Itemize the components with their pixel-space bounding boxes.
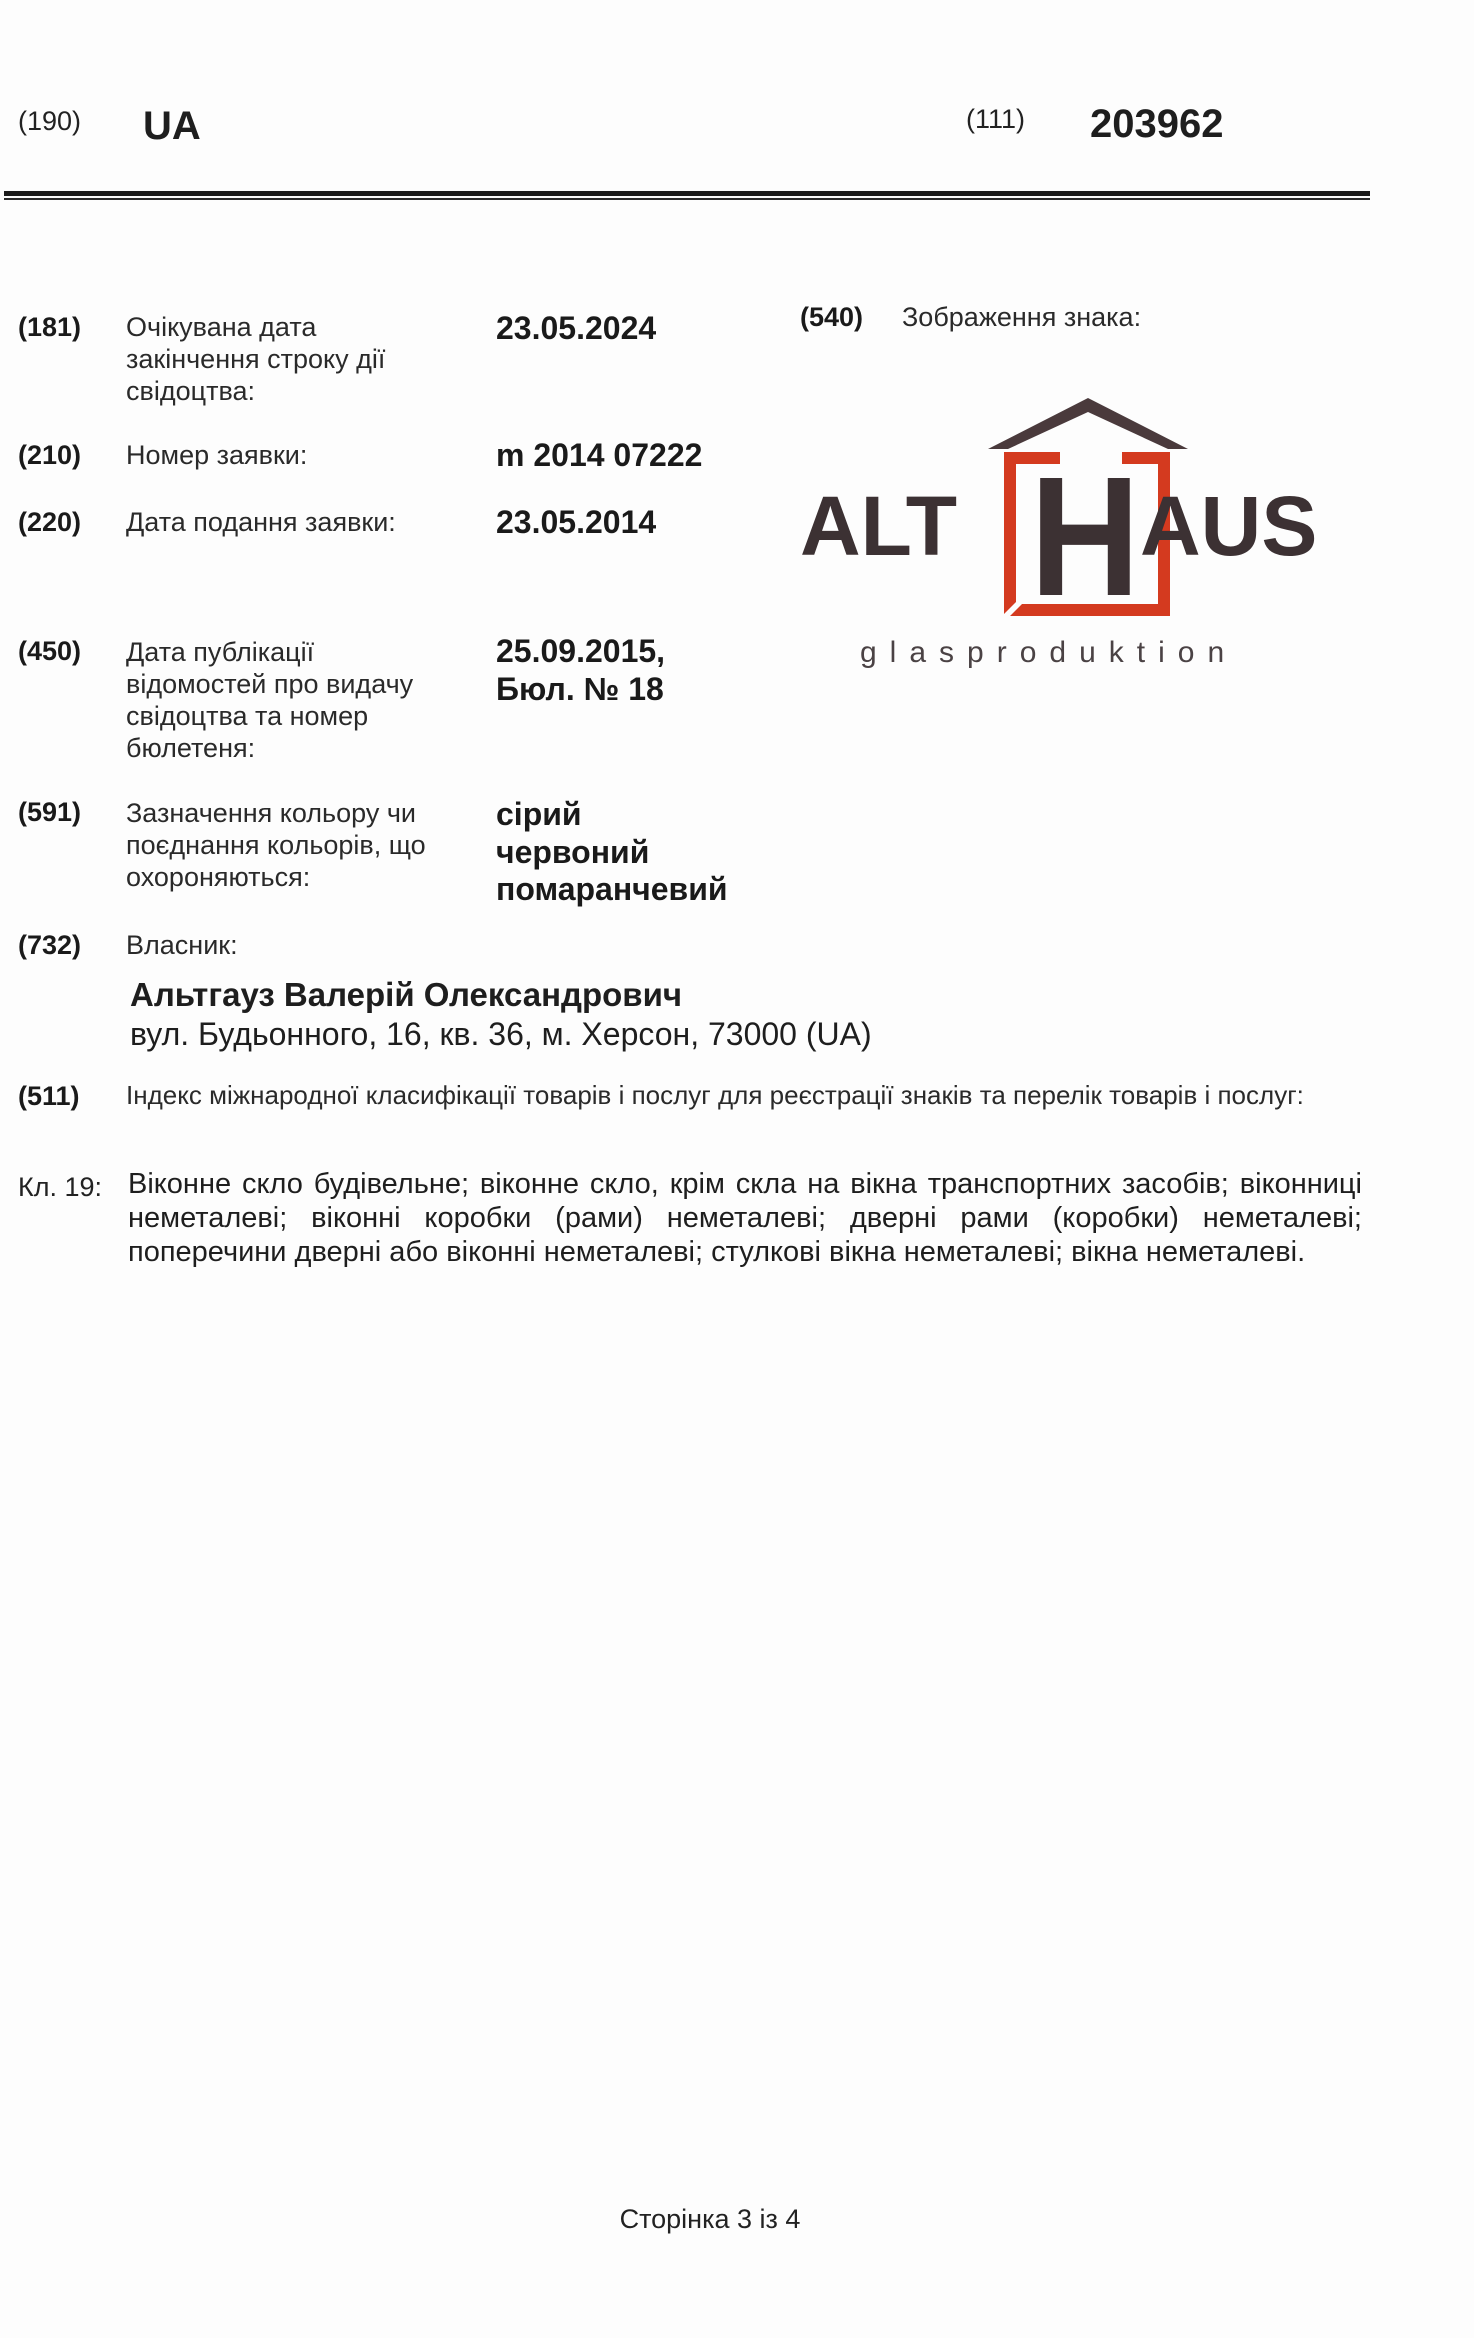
owner-name: Альтгауз Валерій Олександрович <box>130 976 683 1013</box>
trademark-logo <box>800 390 1360 690</box>
bulletin-number-value: Бюл. № 18 <box>496 671 664 707</box>
owner-label: Власник: <box>126 930 238 960</box>
inid-code-111: (111) <box>966 104 1026 134</box>
inid-code-540: (540) <box>800 302 864 332</box>
inid-code-450: (450) <box>18 636 82 666</box>
colors-label: Зазначення кольору чи поєднання кольорів, що охороняються: <box>126 798 426 892</box>
inid-code-511: (511) <box>18 1081 80 1111</box>
class-number-label: Кл. 19: <box>18 1172 103 1202</box>
logo-h-letter: H <box>1030 442 1140 632</box>
application-number-label: Номер заявки: <box>126 440 308 470</box>
inid-code-591: (591) <box>18 797 82 827</box>
inid-code-220: (220) <box>18 507 82 537</box>
page-number: Сторінка 3 із 4 <box>619 2204 801 2234</box>
mark-image-label: Зображення знака: <box>902 302 1142 332</box>
filing-date-value: 23.05.2014 <box>496 504 657 540</box>
color-item: помаранчевий <box>496 871 728 907</box>
color-item: сірий <box>496 796 582 832</box>
registration-number: 203962 <box>1090 102 1224 146</box>
publication-label: Дата публікації відомостей про видачу свідоцтва та номер бюлетеня: <box>126 637 414 763</box>
owner-address: вул. Будьонного, 16, кв. 36, м. Херсон, 73000 (UA) <box>130 1016 872 1052</box>
inid-code-181: (181) <box>18 312 82 342</box>
inid-code-732: (732) <box>18 930 82 960</box>
inid-code-190: (190) <box>18 106 82 136</box>
logo-tagline: glasproduktion <box>860 636 1238 669</box>
goods-list: Віконне скло будівельне; віконне скло, крім скла на вікна транспортних засобів; віконниці неметалеві; віконні коробки (рами) неметалеві; дверні рами (коробки) неметалеві; поперечини дверні або віконні неметалеві; стулкові вікна неметалеві; вікна неметалеві. <box>128 1168 1362 1268</box>
expiry-date-label: Очікувана дата закінчення строку дії свідоцтва: <box>126 312 386 406</box>
classification-label: Індекс міжнародної класифікації товарів і послуг для реєстрації знаків та перелік товарів і послуг: <box>126 1080 1304 1110</box>
expiry-date-value: 23.05.2024 <box>496 310 657 346</box>
country-code: UA <box>143 104 201 148</box>
filing-date-label: Дата подання заявки: <box>126 507 396 537</box>
color-item: червоний <box>496 834 650 870</box>
inid-code-210: (210) <box>18 440 82 470</box>
publication-date-value: 25.09.2015, <box>496 633 666 669</box>
header-rule <box>4 191 1370 196</box>
logo-aus-text: AUS <box>1140 479 1318 573</box>
application-number-value: m 2014 07222 <box>496 437 703 473</box>
logo-alt-text: ALT <box>800 479 958 573</box>
header-rule-thin <box>4 198 1370 200</box>
